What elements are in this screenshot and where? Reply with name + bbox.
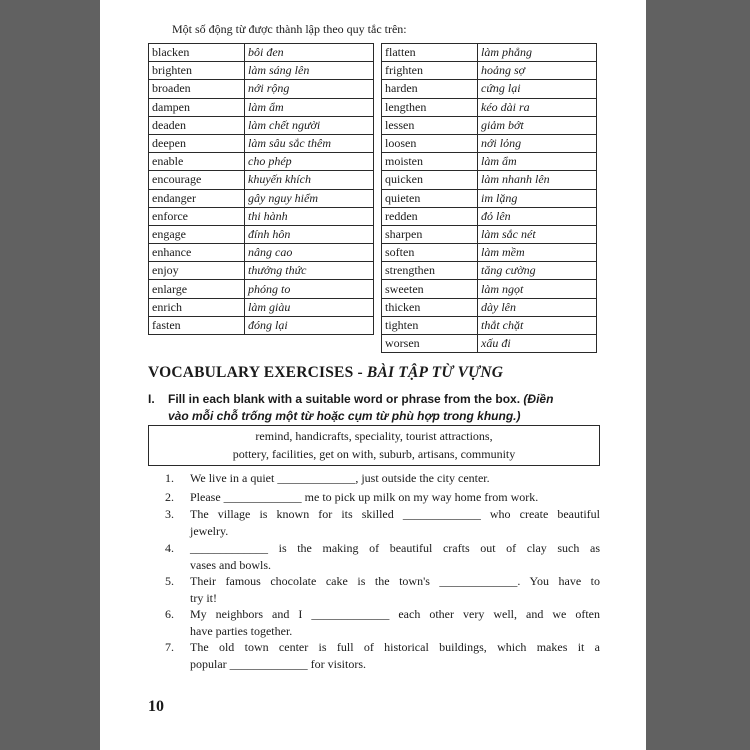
- verb-vietnamese: hoảng sợ: [478, 62, 597, 80]
- verb-row: [149, 280, 374, 298]
- question-number: 7.: [165, 640, 174, 654]
- verb-english: thicken: [382, 298, 478, 316]
- question-text: popular _____________ for visitors.: [190, 656, 366, 671]
- question-text: try it!: [190, 590, 217, 605]
- verb-english: lengthen: [382, 98, 478, 116]
- book-page: [100, 0, 646, 750]
- right-margin: [646, 0, 750, 750]
- question-number: 3.: [165, 507, 174, 521]
- verb-vietnamese: kéo dài ra: [478, 98, 597, 116]
- verb-row: [382, 280, 597, 298]
- verb-vietnamese: gây nguy hiểm: [245, 189, 374, 207]
- verb-vietnamese: làm ẩm: [245, 98, 374, 116]
- word-box-line-2: pottery, facilities, get on with, suburb, artisans, community: [232, 447, 516, 461]
- verb-vietnamese: tăng cường: [478, 262, 597, 280]
- verb-row: [149, 262, 374, 280]
- verb-english: fasten: [149, 316, 245, 334]
- verb-english: enhance: [149, 244, 245, 262]
- verb-vietnamese: im lặng: [478, 189, 597, 207]
- verb-english: loosen: [382, 134, 478, 152]
- left-margin: [0, 0, 100, 750]
- verb-row: [382, 171, 597, 189]
- verb-english: flatten: [382, 44, 478, 62]
- section-title: [148, 364, 503, 382]
- verb-english: dampen: [149, 98, 245, 116]
- verb-english: enrich: [149, 298, 245, 316]
- verb-english: blacken: [149, 44, 245, 62]
- intro-text: Một số động từ được thành lập theo quy tắc trên:: [172, 22, 407, 36]
- task-text: Fill in each blank with a suitable word or phrase from the box.: [168, 392, 521, 406]
- question-text: My neighbors and I _____________ each other very well, and we often: [190, 607, 600, 621]
- verb-row: [149, 171, 374, 189]
- verb-row: [382, 262, 597, 280]
- verb-vietnamese: giảm bớt: [478, 116, 597, 134]
- question-text: have parties together.: [190, 623, 293, 638]
- question-number: 1.: [165, 471, 174, 485]
- verb-english: worsen: [382, 335, 478, 353]
- question-text: jewelry.: [190, 523, 229, 538]
- verb-english: broaden: [149, 80, 245, 98]
- verb-row: [149, 134, 374, 152]
- word-box-line-1: remind, handicrafts, speciality, tourist attractions,: [255, 429, 493, 443]
- verb-vietnamese: cho phép: [245, 153, 374, 171]
- verb-vietnamese: cứng lại: [478, 80, 597, 98]
- verb-english: tighten: [382, 316, 478, 334]
- verb-row: [382, 316, 597, 334]
- question-text: The village is known for its skilled _____________ who create beautiful: [190, 507, 600, 521]
- question-text: Their famous chocolate cake is the town's _____________. You have to: [190, 574, 600, 588]
- verb-vietnamese: khuyến khích: [245, 171, 374, 189]
- verb-english: brighten: [149, 62, 245, 80]
- question-text: _____________ is the making of beautiful crafts out of clay such as: [190, 541, 600, 555]
- verb-vietnamese: làm nhanh lên: [478, 171, 597, 189]
- verb-vietnamese: làm sáng lên: [245, 62, 374, 80]
- verb-english: enforce: [149, 207, 245, 225]
- verb-table-left: [148, 43, 374, 335]
- verb-vietnamese: thưởng thức: [245, 262, 374, 280]
- verb-english: strengthen: [382, 262, 478, 280]
- task-number: I.: [148, 392, 155, 406]
- verb-table-right: [381, 43, 597, 353]
- verb-vietnamese: phóng to: [245, 280, 374, 298]
- question-text: Please _____________ me to pick up milk on my way home from work.: [190, 490, 539, 504]
- verb-row: [382, 207, 597, 225]
- verb-vietnamese: bôi đen: [245, 44, 374, 62]
- verb-english: encourage: [149, 171, 245, 189]
- verb-vietnamese: làm phẳng: [478, 44, 597, 62]
- verb-row: [149, 153, 374, 171]
- question-number: 6.: [165, 607, 174, 621]
- page-number: 10: [148, 698, 164, 715]
- verb-vietnamese: nới lỏng: [478, 134, 597, 152]
- verb-english: engage: [149, 225, 245, 243]
- verb-vietnamese: làm chết người: [245, 116, 374, 134]
- verb-english: sharpen: [382, 225, 478, 243]
- verb-english: enlarge: [149, 280, 245, 298]
- verb-english: quicken: [382, 171, 478, 189]
- task-text-vi-2: vào mỗi chỗ trống một từ hoặc cụm từ phù hợp trong khung.): [168, 409, 521, 423]
- verb-english: endanger: [149, 189, 245, 207]
- verb-row: [149, 298, 374, 316]
- verb-row: [382, 80, 597, 98]
- verb-english: deepen: [149, 134, 245, 152]
- verb-row: [149, 316, 374, 334]
- verb-vietnamese: thắt chặt: [478, 316, 597, 334]
- verb-vietnamese: thi hành: [245, 207, 374, 225]
- verb-vietnamese: làm ngọt: [478, 280, 597, 298]
- verb-vietnamese: làm giàu: [245, 298, 374, 316]
- verb-row: [149, 80, 374, 98]
- verb-english: soften: [382, 244, 478, 262]
- verb-row: [382, 44, 597, 62]
- task-instruction: [148, 391, 608, 425]
- word-box: [148, 425, 600, 466]
- verb-vietnamese: đính hôn: [245, 225, 374, 243]
- verb-vietnamese: làm sắc nét: [478, 225, 597, 243]
- verb-row: [149, 207, 374, 225]
- verb-vietnamese: nới rộng: [245, 80, 374, 98]
- verb-english: harden: [382, 80, 478, 98]
- question-text: We live in a quiet _____________, just outside the city center.: [190, 471, 490, 485]
- verb-row: [382, 98, 597, 116]
- verb-english: frighten: [382, 62, 478, 80]
- verb-row: [382, 153, 597, 171]
- verb-vietnamese: đỏ lên: [478, 207, 597, 225]
- verb-vietnamese: làm sâu sắc thêm: [245, 134, 374, 152]
- verb-english: lessen: [382, 116, 478, 134]
- verb-row: [382, 62, 597, 80]
- verb-vietnamese: làm ẩm: [478, 153, 597, 171]
- verb-english: enjoy: [149, 262, 245, 280]
- verb-row: [382, 298, 597, 316]
- verb-vietnamese: nâng cao: [245, 244, 374, 262]
- verb-row: [149, 98, 374, 116]
- verb-english: sweeten: [382, 280, 478, 298]
- verb-row: [382, 134, 597, 152]
- verb-english: moisten: [382, 153, 478, 171]
- verb-row: [382, 335, 597, 353]
- verb-row: [149, 44, 374, 62]
- verb-vietnamese: đóng lại: [245, 316, 374, 334]
- verb-row: [382, 244, 597, 262]
- verb-row: [149, 244, 374, 262]
- verb-row: [149, 62, 374, 80]
- section-title-vi: BÀI TẬP TỪ VỰNG: [366, 364, 504, 381]
- verb-row: [382, 116, 597, 134]
- verb-row: [382, 189, 597, 207]
- verb-vietnamese: dày lên: [478, 298, 597, 316]
- verb-english: enable: [149, 153, 245, 171]
- verb-row: [382, 225, 597, 243]
- verb-english: redden: [382, 207, 478, 225]
- section-title-en: VOCABULARY EXERCISES -: [148, 364, 367, 381]
- verb-english: deaden: [149, 116, 245, 134]
- verb-row: [149, 116, 374, 134]
- question-text: vases and bowls.: [190, 557, 271, 572]
- verb-vietnamese: làm mềm: [478, 244, 597, 262]
- verb-row: [149, 189, 374, 207]
- question-text: The old town center is full of historical buildings, which makes it a: [190, 640, 600, 654]
- question-number: 4.: [165, 541, 174, 555]
- verb-english: quieten: [382, 189, 478, 207]
- verb-row: [149, 225, 374, 243]
- question-number: 2.: [165, 490, 174, 504]
- task-text-vi-1: (Điền: [523, 392, 554, 406]
- verb-vietnamese: xấu đi: [478, 335, 597, 353]
- question-number: 5.: [165, 574, 174, 588]
